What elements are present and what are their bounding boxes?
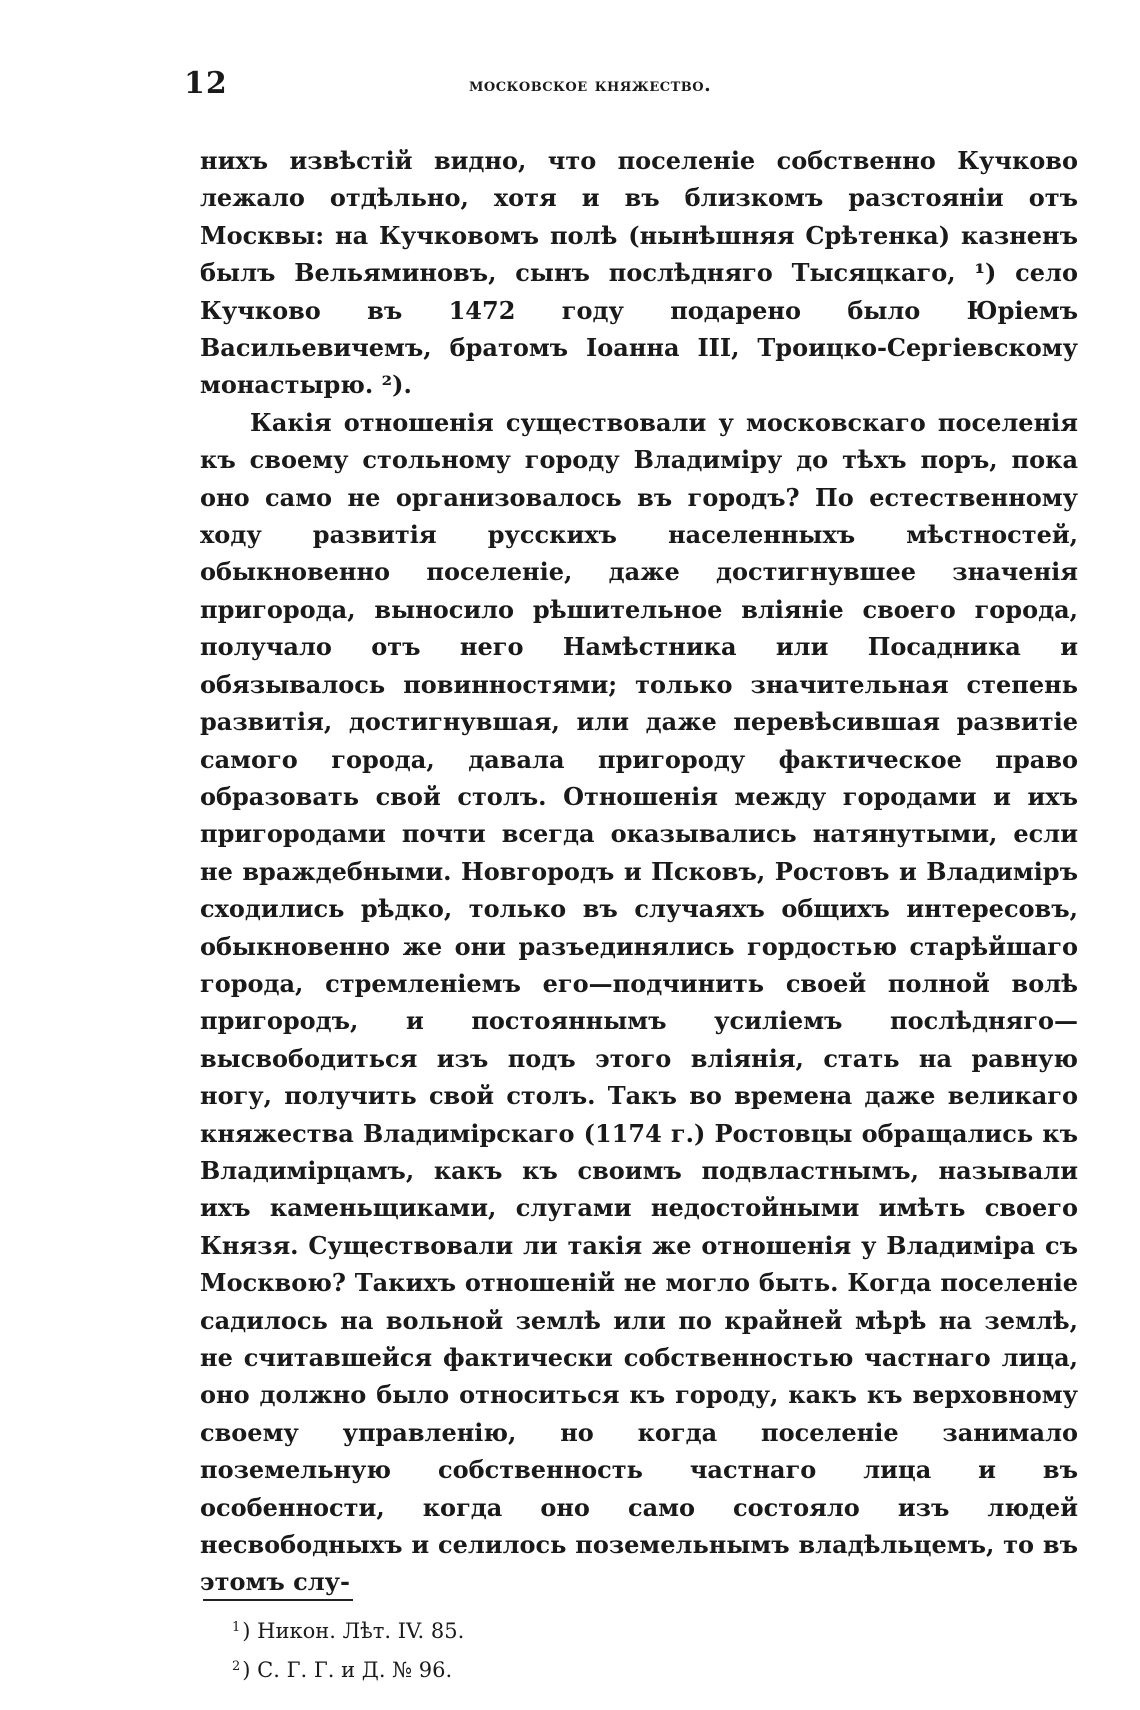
page-header (184, 66, 1079, 106)
footnote-text: ) Никон. Лѣт. IV. 85. (242, 1619, 465, 1643)
footnote-text: ) С. Г. Г. и Д. № 96. (242, 1658, 453, 1682)
page-number: 12 (184, 66, 228, 101)
footnote-2 (232, 1649, 732, 1688)
footnote-divider (203, 1599, 353, 1601)
footnote-mark: 1 (232, 1620, 241, 1635)
running-head: московское княжество. (469, 74, 712, 96)
footnotes (232, 1610, 732, 1688)
footnote-mark: 2 (232, 1659, 241, 1674)
main-text (200, 142, 1078, 1601)
footnote-1 (232, 1610, 732, 1649)
paragraph-continued: нихъ извѣстій видно, что поселеніе собственно Кучково лежало отдѣльно, хотя и въ близкомъ разстояніи отъ Москвы: на Кучковомъ полѣ (нынѣшняя Срѣтенка) казненъ былъ Вельяминовъ, сынъ послѣдняго Тысяцкаго, ¹) село Кучково въ 1472 году подарено было Юріемъ Васильевичемъ, братомъ Іоанна III, Троицко-Сергіевскому монастырю. ²). (200, 146, 1078, 400)
paragraph: Какія отношенія существовали у московскаго поселенія къ своему стольному городу Владиміру до тѣхъ поръ, пока оно само не организовалось въ городъ? По естественному ходу развитія русскихъ населенныхъ мѣстностей, обыкновенно поселеніе, даже достигнувшее значенія пригорода, выносило рѣшительное вліяніе своего города, получало отъ него Намѣстника или Посадника и обязывалось повинностями; только значительная степень развитія, достигнувшая, или даже перевѣсившая развитіе самого города, давала пригороду фактическое право образовать свой столъ. Отношенія между городами и ихъ пригородами почти всегда оказывались натянутыми, если не враждебными. Новгородъ и Псковъ, Ростовъ и Владиміръ сходились рѣдко, только въ случаяхъ общихъ интересовъ, обыкновенно же они разъединялись гордостью старѣйшаго города, стремленіемъ его—подчинить своей полной волѣ пригородъ, и постояннымъ усиліемъ послѣдняго—высвободиться изъ подъ этого вліянія, стать на равную ногу, получить свой столъ. Такъ во времена даже великаго княжества Владимірскаго (1174 г.) Ростовцы обращались къ Владимірцамъ, какъ къ своимъ подвластнымъ, называли ихъ каменьщиками, слугами недостойными имѣть своего Князя. Существовали ли такія же отношенія у Владиміра съ Москвою? Такихъ отношеній не могло быть. Когда поселеніе садилось на вольной землѣ или по крайней мѣрѣ на землѣ, не считавшейся фактически собственностью частнаго лица, оно должно было относиться къ городу, какъ къ верховному своему управленію, но когда поселеніе занимало поземельную собственность частнаго лица и въ особенности, когда оно само состояло изъ людей несвободныхъ и селилось поземельнымъ владѣльцемъ, то въ этомъ слу- (200, 407, 1078, 1597)
